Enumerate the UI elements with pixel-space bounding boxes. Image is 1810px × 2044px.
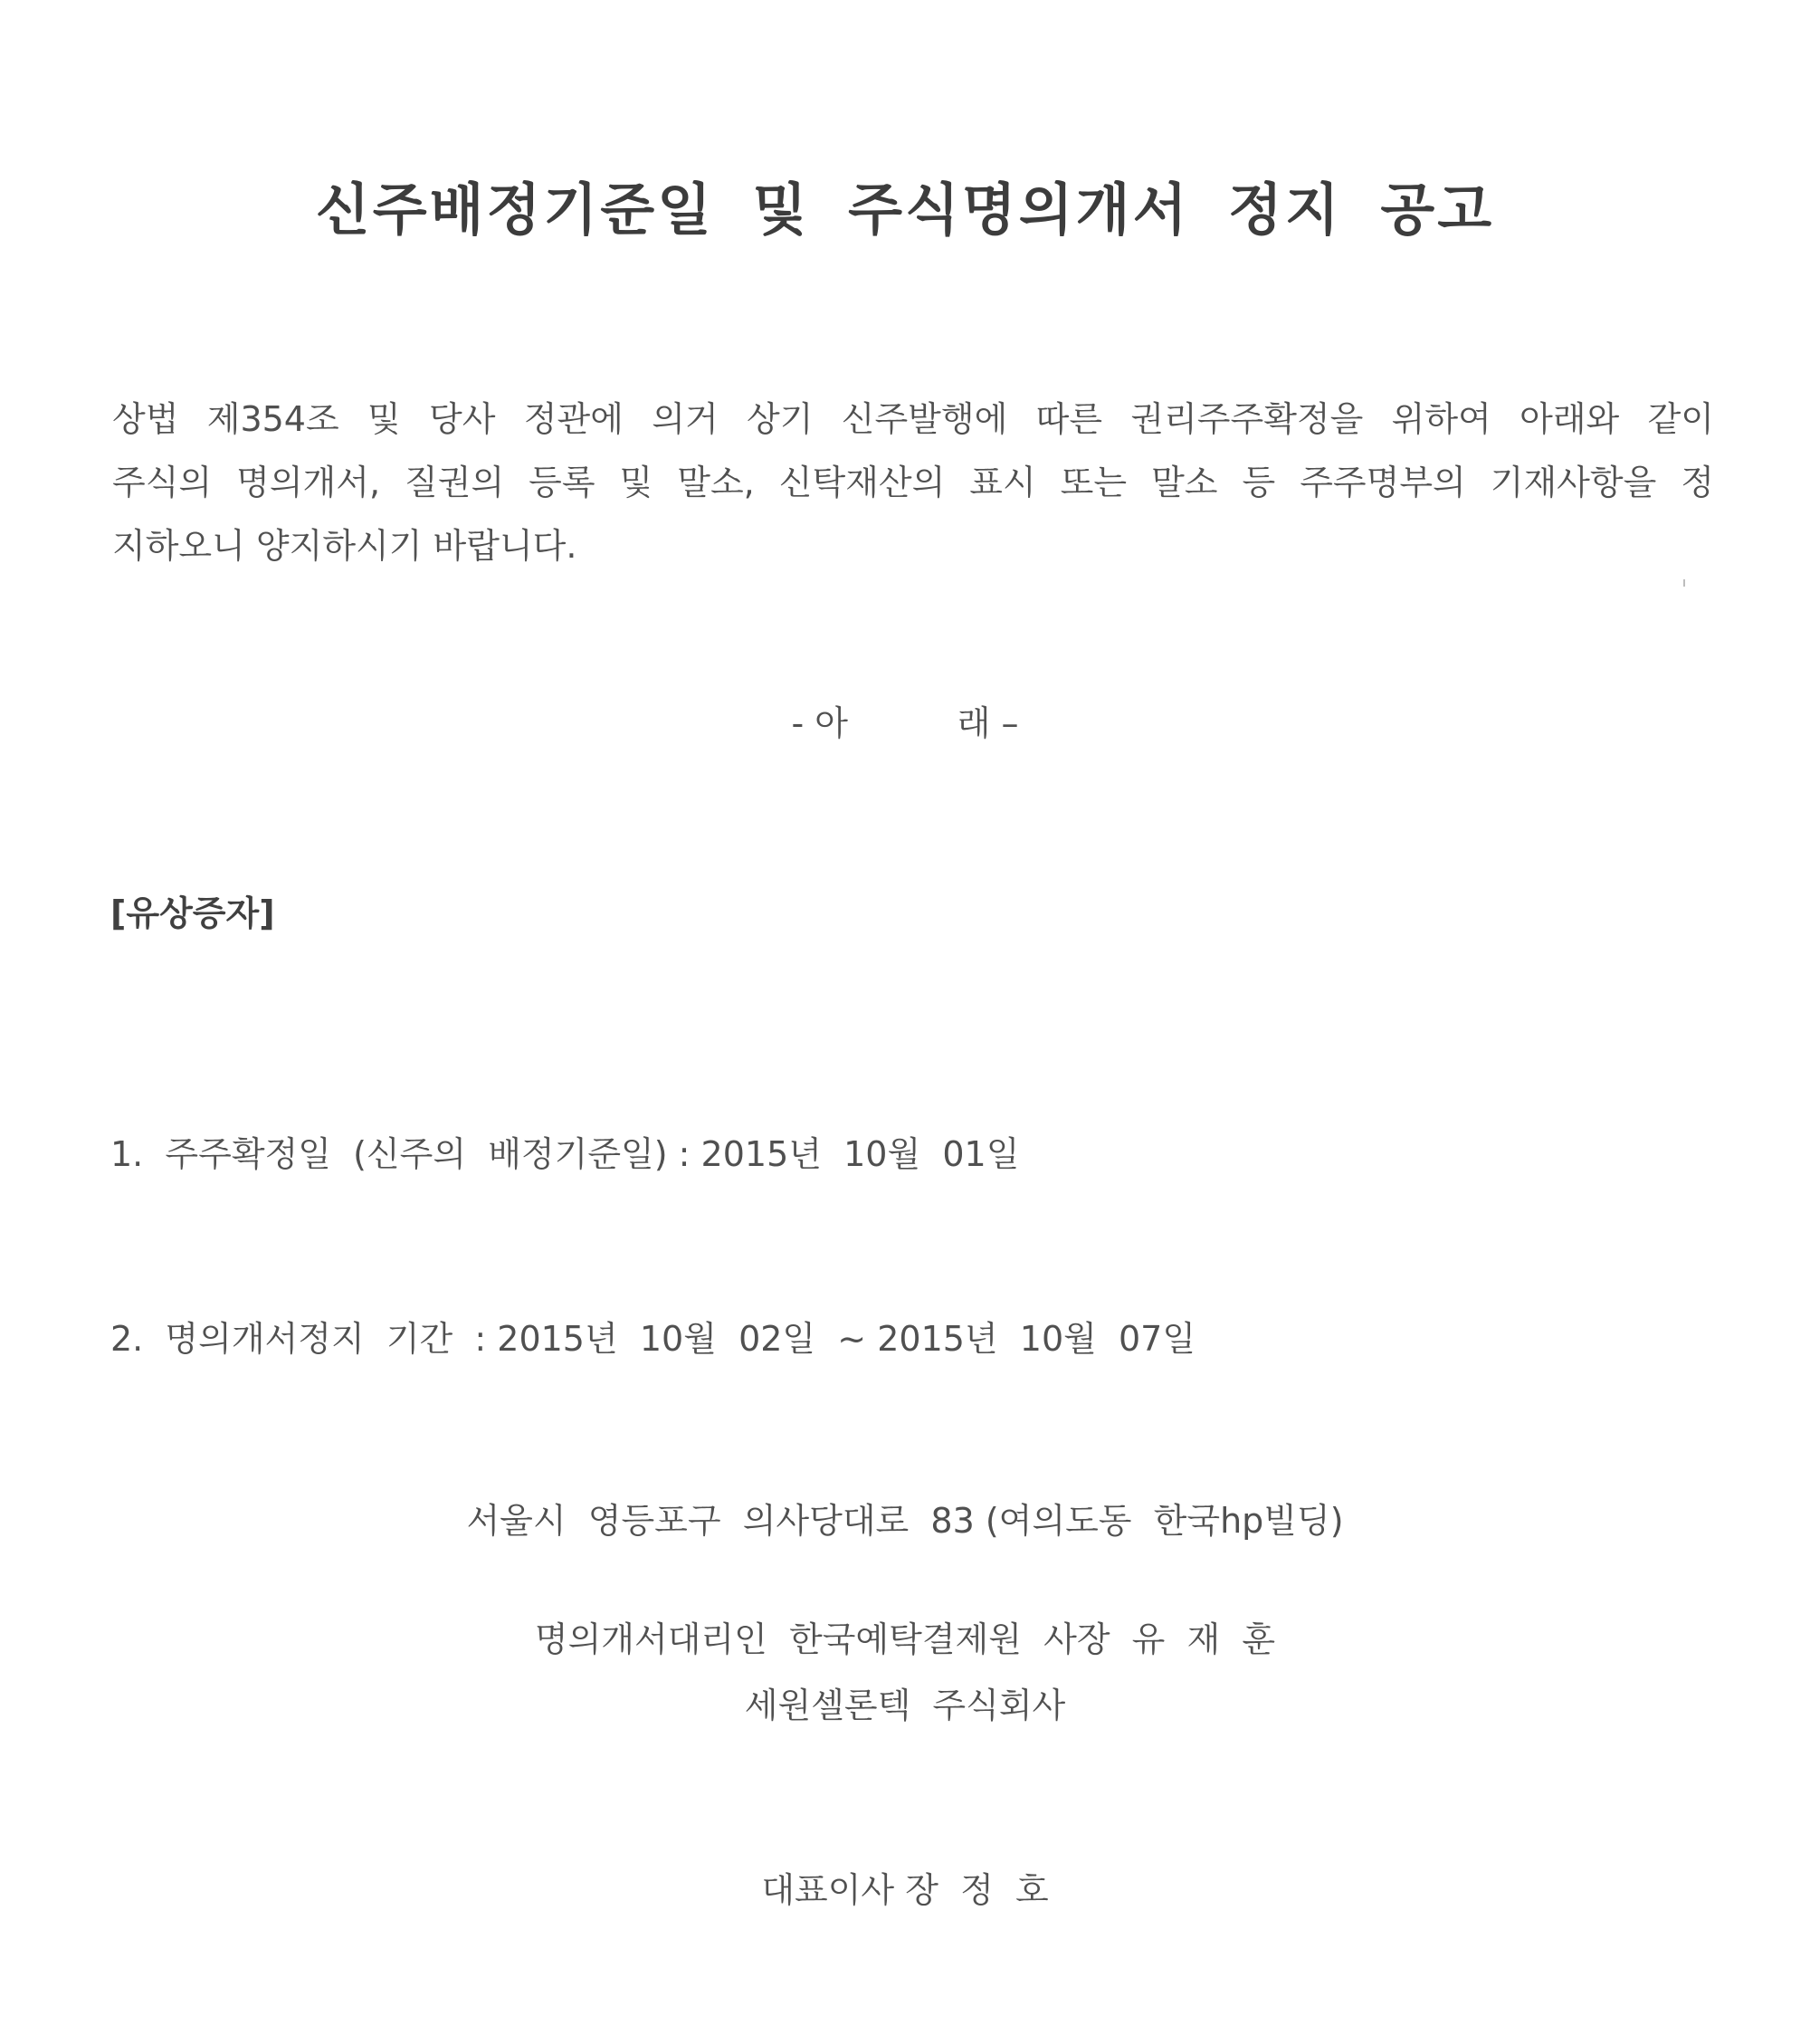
list-item-record-date: 1. 주주확정일 (신주의 배정기준일) : 2015년 10월 01일 <box>110 1134 1020 1174</box>
body-line-3: 지하오니 양지하시기 바랍니다. <box>112 526 577 566</box>
body-line-2: 주식의 명의개서, 질권의 등록 및 말소, 신탁재산의 표시 또는 말소 등 주주명부의 기재사항을 정 <box>112 463 1714 502</box>
scan-speck <box>1683 579 1685 587</box>
section-heading: [유상증자] <box>110 893 275 933</box>
body-line-1: 상법 제354조 및 당사 정관에 의거 상기 신주발행에 따른 권리주주확정을 위하여 아래와 같이 <box>112 399 1714 439</box>
company-address: 서울시 영등포구 의사당대로 83 (여의도동 한국hp빌딩) <box>466 1501 1344 1541</box>
ara-heading: - 아 래 – <box>791 703 1019 743</box>
list-item-closure-period: 2. 명의개서정지 기간 : 2015년 10월 02일 ~ 2015년 10월 07일 <box>110 1319 1196 1359</box>
transfer-agent: 명의개서대리인 한국예탁결제원 사장 유 재 훈 <box>534 1619 1276 1659</box>
notice-body <box>112 387 1714 578</box>
notice-title: 신주배정기준일 및 주식명의개서 정지 공고 <box>315 177 1495 243</box>
company-name: 세원셀론텍 주식회사 <box>744 1686 1066 1725</box>
company-ceo: 대표이사 장 정 호 <box>761 1870 1049 1910</box>
company-footer <box>0 1367 1810 2044</box>
